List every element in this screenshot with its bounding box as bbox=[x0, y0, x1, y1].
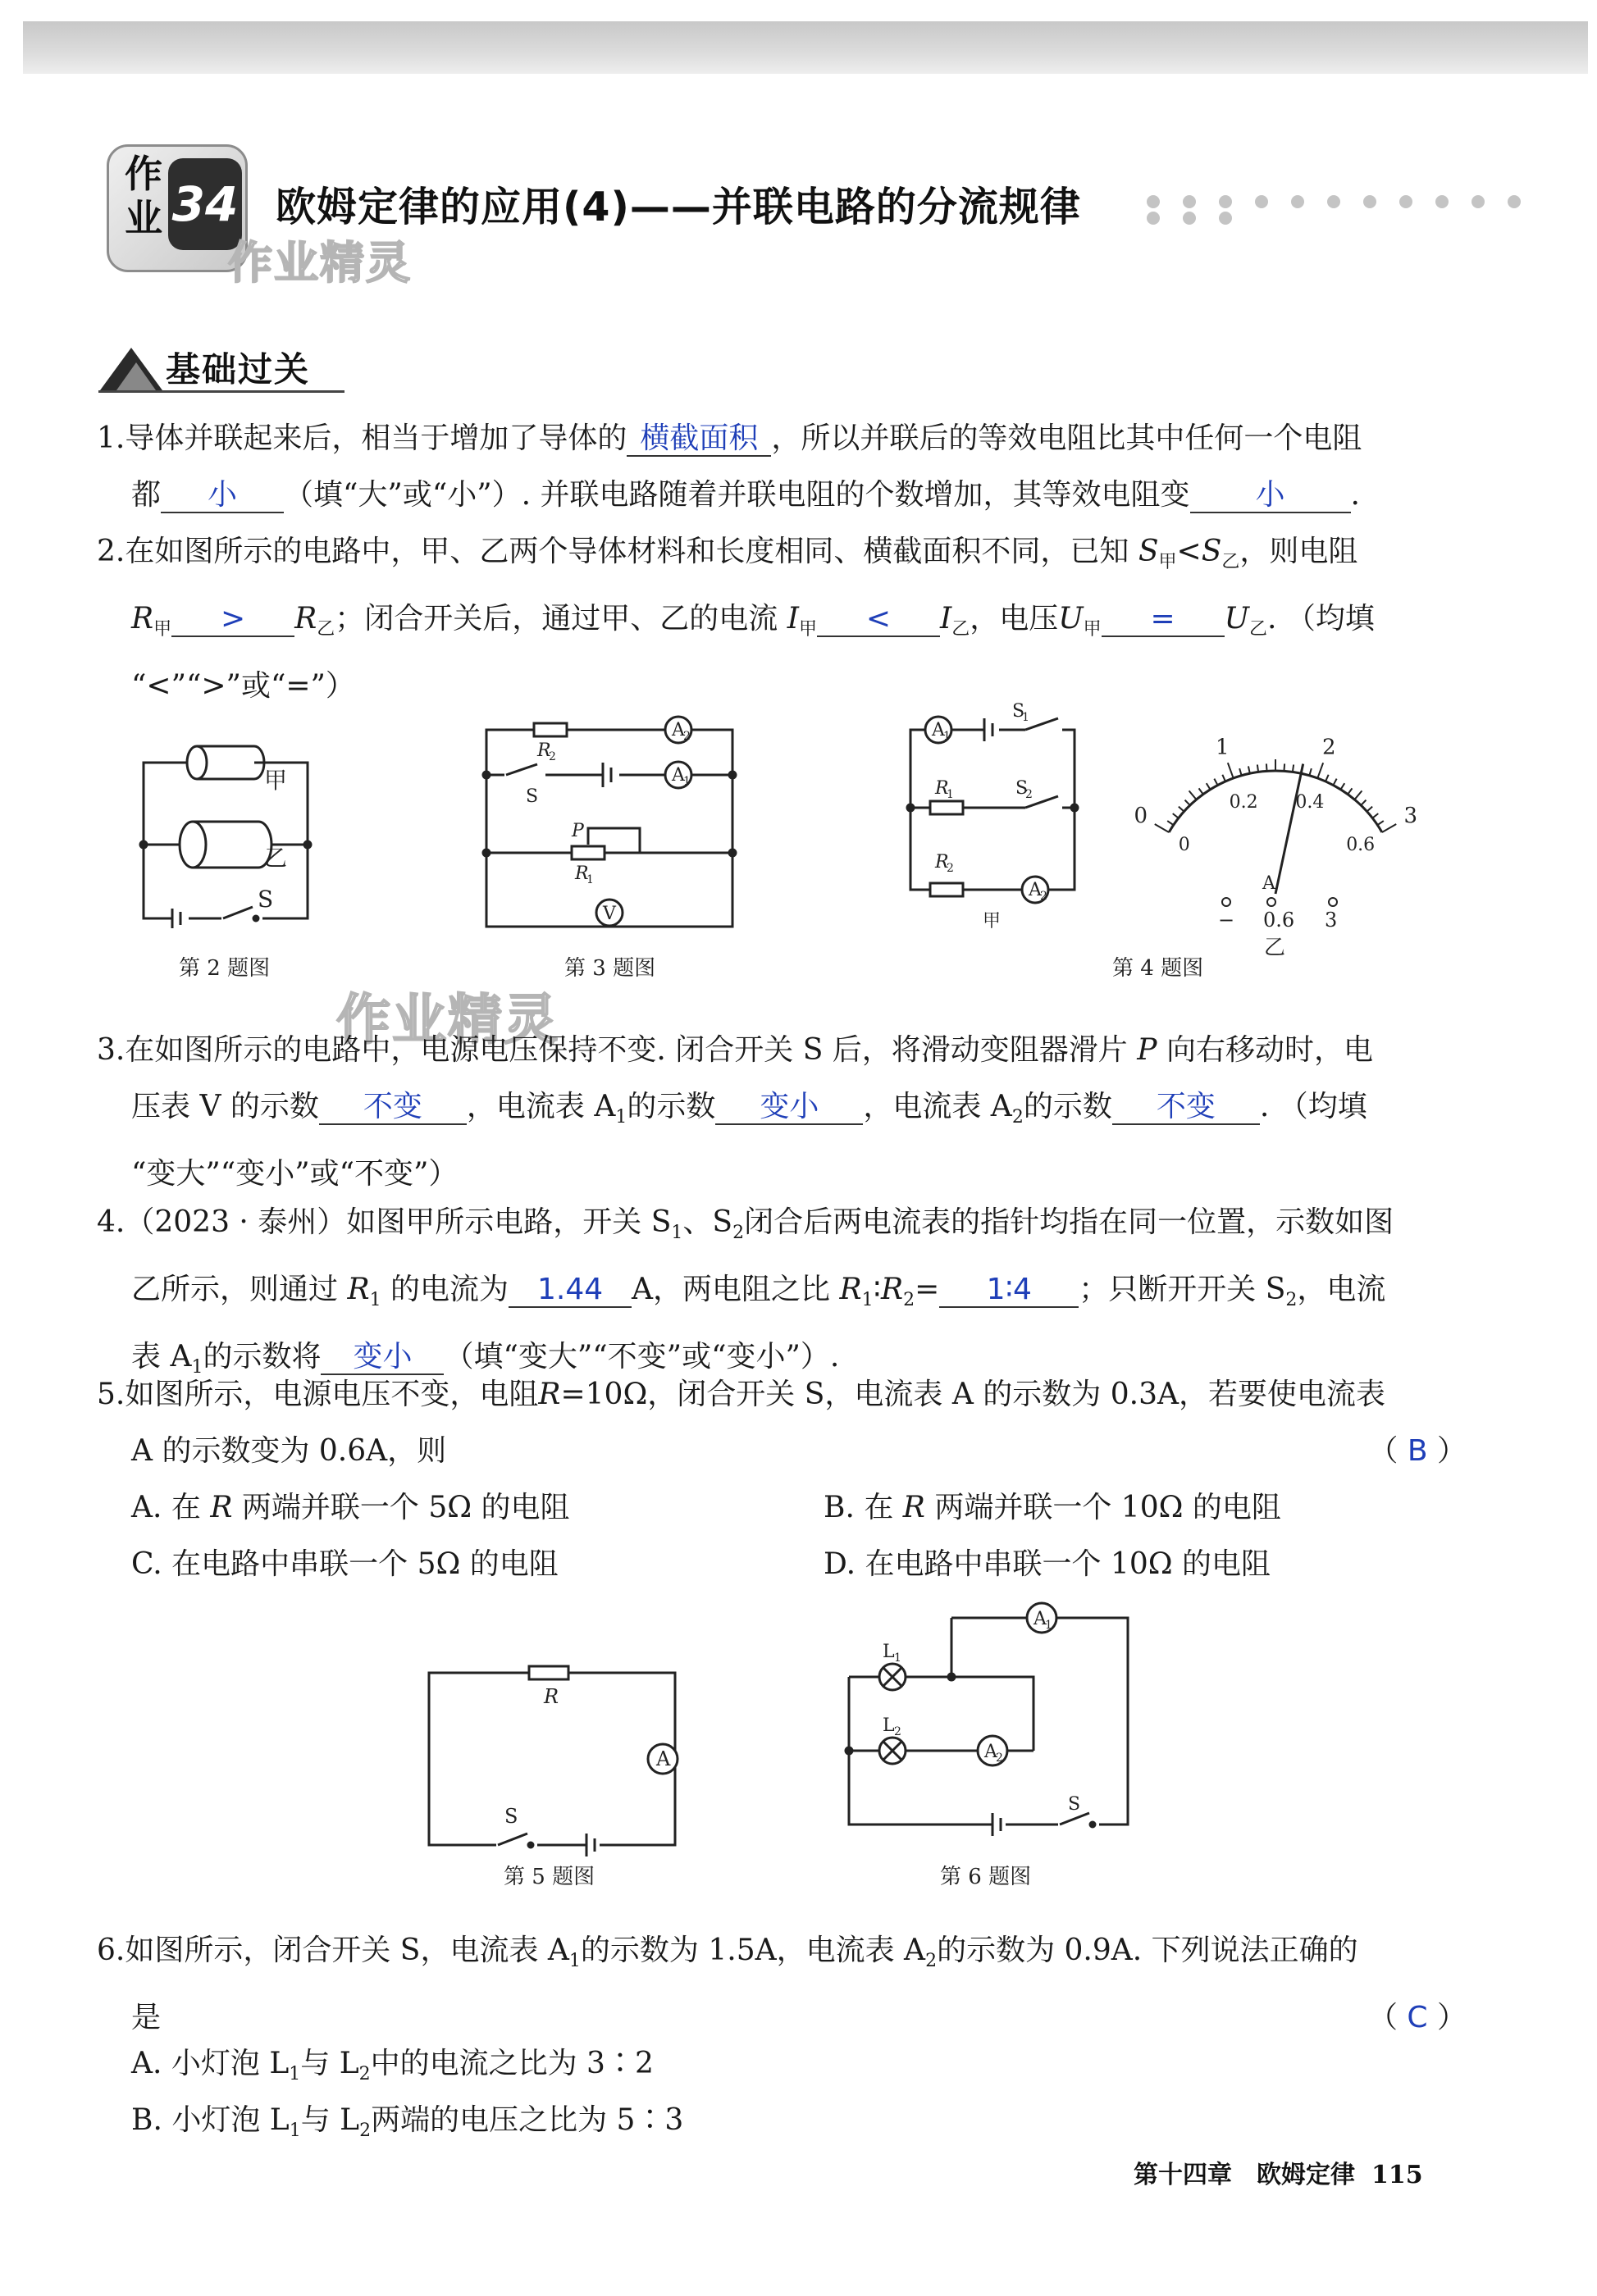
answer-blank[interactable]: 不变 bbox=[319, 1091, 467, 1125]
figure-6-caption: 第 6 题图 bbox=[940, 1865, 1032, 1889]
section-label: 基础过关 bbox=[166, 349, 311, 390]
svg-text:R: R bbox=[575, 863, 589, 884]
dial-tick bbox=[1173, 813, 1179, 818]
figure-6-labels bbox=[837, 1595, 1148, 1841]
dial-tick bbox=[1354, 790, 1362, 800]
svg-text:2: 2 bbox=[683, 730, 691, 743]
answer-blank[interactable]: = bbox=[1102, 603, 1225, 637]
dial-arc bbox=[1169, 771, 1382, 832]
dial-tick bbox=[1179, 807, 1184, 812]
svg-text:1: 1 bbox=[1022, 711, 1029, 724]
svg-text:R: R bbox=[935, 852, 949, 872]
dial-caption: 乙 bbox=[1264, 936, 1286, 960]
svg-text:L: L bbox=[883, 1642, 895, 1662]
dial-tick bbox=[1199, 788, 1203, 794]
svg-text:2: 2 bbox=[1040, 890, 1047, 903]
svg-text:R: R bbox=[544, 1685, 559, 1708]
option-b: B. 小灯泡 $L_1$与 $L_2$两端的电压之比为 5∶3 bbox=[131, 2103, 684, 2142]
answer-blank[interactable]: 1∶4 bbox=[939, 1273, 1079, 1308]
dial-tick bbox=[1377, 821, 1383, 825]
section-underline bbox=[98, 390, 344, 393]
svg-text:2: 2 bbox=[947, 862, 954, 875]
question-2: 2.在如图所示的电路中，甲、乙两个导体材料和长度相同、横截面积不同，已知 $S_甲<S_乙$，则电阻 $R_甲 > R_乙$；闭合开关后，通过甲、乙的电流 $I_甲 < I_乙$，电压$U_甲 = U_乙$. （均填 “<”“>”或“=”） bbox=[97, 535, 1375, 704]
question-5: 5.如图所示，电源电压不变，电阻R=10Ω，闭合开关 S，电流表 A 的示数为 0.3A，若要使电流表 A 的示数变为 0.6A，则 （ B ） bbox=[97, 1378, 1467, 1468]
figure-3-labels bbox=[480, 713, 742, 939]
voltmeter-letter: V bbox=[603, 904, 616, 924]
svg-text:A: A bbox=[1033, 1609, 1047, 1629]
svg-text:1: 1 bbox=[1045, 1619, 1052, 1632]
page-title: 欧姆定律的应用(4)——并联电路的分流规律 bbox=[276, 184, 1081, 230]
dial-tick bbox=[1207, 783, 1211, 790]
answer-blank[interactable]: < bbox=[817, 603, 940, 637]
badge-number: 34 bbox=[168, 158, 242, 250]
ammeter-a1-letter: A bbox=[672, 765, 685, 786]
svg-text:S: S bbox=[1015, 778, 1029, 799]
dial-tick bbox=[1340, 783, 1344, 790]
label-yi: 乙 bbox=[264, 845, 288, 872]
figure-2-caption: 第 2 题图 bbox=[179, 956, 271, 981]
dial-scale-3a: 2 bbox=[1321, 735, 1336, 760]
figure-2-circuit bbox=[131, 738, 328, 935]
watermark-logo: 作业精灵 bbox=[228, 237, 412, 289]
decorative-dots bbox=[1147, 195, 1567, 228]
dial-letter: A bbox=[1262, 873, 1275, 894]
figure-4-ammeter-dial bbox=[1124, 722, 1427, 960]
answer-choice[interactable]: B bbox=[1407, 1434, 1428, 1468]
svg-text:1: 1 bbox=[894, 1651, 901, 1665]
dial-tick bbox=[1266, 763, 1267, 771]
dial-terminal-label: 0.6 bbox=[1263, 909, 1295, 932]
answer-blank[interactable]: 不变 bbox=[1112, 1091, 1260, 1125]
svg-text:A: A bbox=[656, 1747, 671, 1770]
dial-scale-3a: 3 bbox=[1403, 804, 1418, 828]
svg-text:2: 2 bbox=[1025, 788, 1033, 801]
svg-text:1: 1 bbox=[943, 730, 951, 743]
watermark-logo: 作业精灵 bbox=[336, 988, 559, 1051]
dial-tick bbox=[1228, 763, 1234, 778]
dial-terminal-label: − bbox=[1218, 909, 1235, 932]
dial-tick bbox=[1309, 768, 1311, 776]
page-footer bbox=[1134, 2154, 1423, 2190]
answer-blank[interactable]: > bbox=[171, 603, 294, 637]
dial-terminal bbox=[1329, 898, 1337, 906]
svg-text:S: S bbox=[1012, 701, 1025, 722]
section-heading bbox=[98, 336, 361, 395]
figure-4-caption: 第 4 题图 bbox=[1112, 956, 1204, 981]
dial-terminal bbox=[1222, 898, 1230, 906]
question-4: 4.（2023 · 泰州）如图甲所示电路，开关 $S_1$、$S_2$闭合后两电流表的指针均指在同一位置，示数如图 乙所示，则通过 $R_1$ 的电流为 1.44 A，两电阻之比 $R_1∶R_2=$ 1∶4 ；只断开开关 $S_2$，电流 表 $A_1$的示数将 变小 （填“变大”“不变”或“变小”）. bbox=[97, 1205, 1394, 1378]
dial-tick bbox=[1239, 768, 1241, 776]
mountain-icon bbox=[98, 343, 164, 392]
svg-text:2: 2 bbox=[549, 750, 556, 763]
dial-tick bbox=[1382, 824, 1396, 832]
dial-tick bbox=[1326, 775, 1329, 781]
dial-scale-3a: 0 bbox=[1134, 804, 1148, 828]
dial-needle bbox=[1275, 764, 1303, 894]
figure-5-labels bbox=[422, 1660, 693, 1849]
svg-text:A: A bbox=[984, 1742, 997, 1762]
svg-text:R: R bbox=[935, 778, 949, 799]
option-d: D. 在电路中串联一个 10Ω 的电阻 bbox=[824, 1547, 1271, 1581]
ammeter-a2-letter: A bbox=[672, 720, 685, 740]
page-number: 115 bbox=[1371, 2161, 1423, 2189]
svg-text:1: 1 bbox=[947, 788, 954, 801]
dial-tick bbox=[1317, 763, 1323, 778]
label-s: S bbox=[258, 886, 274, 913]
svg-text:P: P bbox=[572, 821, 584, 841]
svg-text:甲: 甲 bbox=[983, 911, 1002, 932]
option-a: A. 在 R 两端并联一个 5Ω 的电阻 bbox=[131, 1491, 570, 1524]
dial-tick bbox=[1367, 807, 1372, 812]
svg-text:1: 1 bbox=[586, 873, 594, 886]
top-scan-band bbox=[23, 21, 1588, 74]
label-jia: 甲 bbox=[264, 767, 288, 794]
figure-3-caption: 第 3 题图 bbox=[564, 956, 656, 981]
question-6: 6.如图所示，闭合开关 S，电流表 $A_1$的示数为 1.5A，电流表 $A_2$的示数为 0.9A. 下列说法正确的 是 （ C ） bbox=[97, 1934, 1467, 2035]
dial-tick bbox=[1222, 775, 1225, 781]
assignment-badge bbox=[107, 144, 248, 272]
dial-tick bbox=[1257, 765, 1258, 772]
dial-scale-06a: 0.6 bbox=[1346, 835, 1376, 855]
dial-tick bbox=[1293, 765, 1294, 772]
dial-tick bbox=[1372, 813, 1378, 818]
svg-text:A: A bbox=[932, 720, 945, 740]
figure-5-caption: 第 5 题图 bbox=[504, 1865, 595, 1889]
dial-tick bbox=[1189, 790, 1197, 800]
dial-tick bbox=[1348, 788, 1352, 794]
dial-tick bbox=[1155, 824, 1169, 832]
answer-blank[interactable]: 小 bbox=[161, 479, 284, 513]
svg-text:2: 2 bbox=[996, 1752, 1003, 1765]
answer-blank[interactable]: 1.44 bbox=[509, 1273, 632, 1308]
svg-text:S: S bbox=[1068, 1794, 1081, 1815]
dial-tick bbox=[1167, 821, 1173, 825]
dial-scale-3a: 1 bbox=[1216, 735, 1230, 760]
svg-text:2: 2 bbox=[894, 1725, 901, 1738]
answer-blank[interactable]: 变小 bbox=[715, 1091, 863, 1125]
option-c: C. 在电路中串联一个 5Ω 的电阻 bbox=[131, 1547, 559, 1581]
dial-tick bbox=[1214, 779, 1217, 786]
dial-scale-06a: 0.4 bbox=[1295, 792, 1325, 813]
dial-tick bbox=[1333, 779, 1336, 786]
dial-tick bbox=[1361, 800, 1366, 805]
dial-terminal bbox=[1267, 898, 1275, 906]
svg-text:S: S bbox=[504, 1805, 518, 1828]
dial-tick bbox=[1185, 800, 1190, 805]
badge-label: 作业 bbox=[125, 152, 162, 240]
svg-text:1: 1 bbox=[683, 775, 691, 788]
dial-terminal-label: 3 bbox=[1325, 909, 1338, 932]
svg-text:L: L bbox=[883, 1715, 895, 1736]
answer-blank[interactable]: 小 bbox=[1190, 479, 1351, 513]
svg-text:S: S bbox=[526, 786, 539, 807]
dial-scale-06a: 0 bbox=[1178, 835, 1190, 855]
chapter-label: 第十四章 欧姆定律 bbox=[1134, 2161, 1355, 2189]
dial-scale-06a: 0.2 bbox=[1229, 792, 1258, 813]
question-1: 1.导体并联起来后，相当于增加了导体的 横截面积 ，所以并联后的等效电阻比其中任何一个电阻 都 小 （填“大”或“小”）. 并联电路随着并联电阻的个数增加，其等效电阻变 小 . bbox=[97, 421, 1362, 512]
answer-blank[interactable]: 变小 bbox=[321, 1341, 444, 1375]
answer-choice[interactable]: C bbox=[1407, 2001, 1428, 2035]
question-3: 3.在如图所示的电路中，电源电压保持不变. 闭合开关 S 后，将滑动变阻器滑片 P 向右移动时，电 压表 V 的示数 不变 ，电流表 $A_1$的示数 变小 ，电流表 $A_2$的示数 不变 . （均填 “变大”“变小”或“不变”） bbox=[97, 1033, 1373, 1191]
dial-tick bbox=[1248, 766, 1250, 773]
answer-blank[interactable]: 横截面积 bbox=[627, 422, 771, 457]
svg-text:A: A bbox=[1029, 880, 1042, 900]
option-b: B. 在 R 两端并联一个 10Ω 的电阻 bbox=[824, 1491, 1281, 1524]
option-a: A. 小灯泡 $L_1$与 $L_2$中的电流之比为 3∶2 bbox=[131, 2047, 654, 2085]
svg-text:R: R bbox=[537, 740, 551, 761]
figure-4-labels bbox=[902, 701, 1099, 943]
